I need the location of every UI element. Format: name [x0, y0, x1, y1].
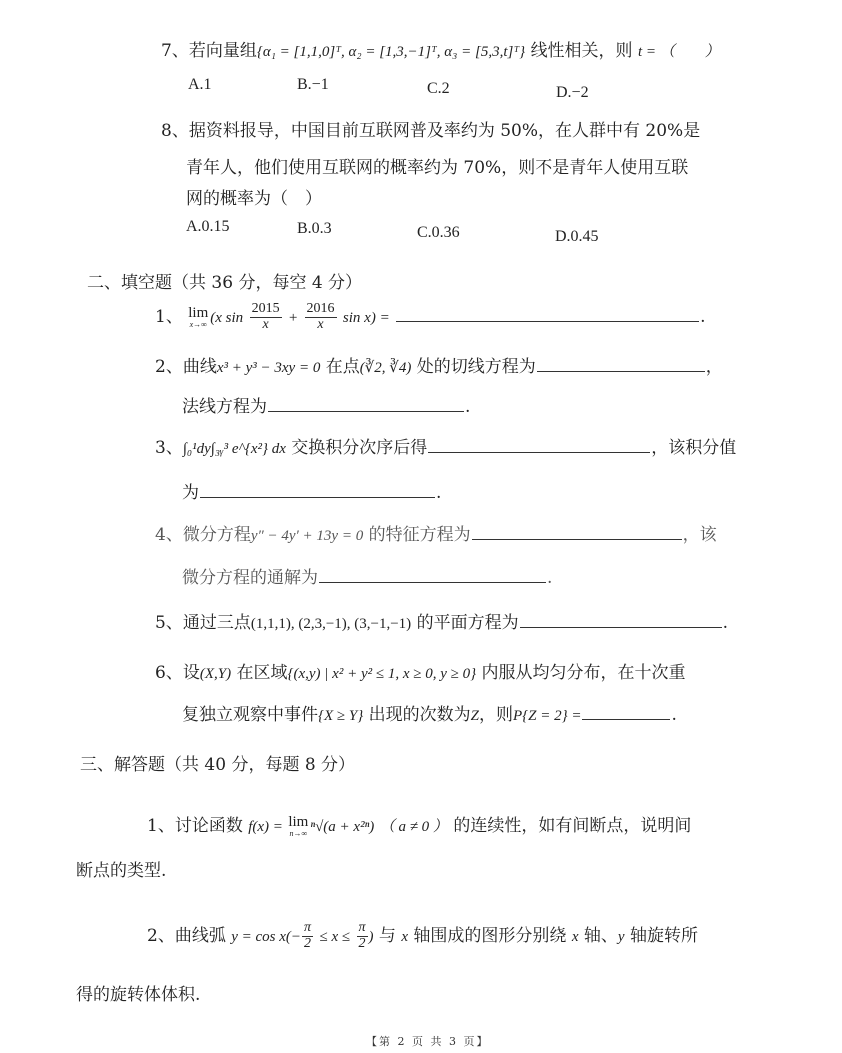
answer-item-2-line2: 得的旋转体体积. [76, 985, 201, 1005]
fill-item-2-line2: 法线方程为 . [182, 397, 471, 417]
double-integral: ∫₀¹dy∫₃ᵧ³ e^{x²} dx [182, 441, 286, 457]
answer-blank[interactable] [582, 718, 670, 720]
question-8-line2: 青年人，他们使用互联网的概率约为 70%，则不是青年人使用互联 [186, 158, 689, 178]
item-number: 2、 [147, 926, 175, 946]
option-c: C.2 [427, 80, 450, 97]
page-number-footer: 【第 2 页 共 3 页】 [366, 1035, 490, 1048]
answer-item-2: 2、曲线弧 y = cos x(− $\frac{\pi}{2}$ ≤ x ≤ $\frac{\pi}{2}$ ) 与 x 轴围成的图形分别绕 x 轴、y 轴旋转所 [147, 920, 698, 951]
item-number: 5、 [155, 613, 183, 633]
option-d: D.0.45 [555, 228, 599, 245]
option-c: C.0.36 [417, 224, 460, 241]
item-number: 2、 [155, 357, 183, 377]
question-8-line3: 网的概率为（ ） [186, 189, 322, 209]
value-answer-blank[interactable] [200, 496, 435, 498]
section-3-heading: 三、解答题（共 40 分，每题 8 分） [80, 755, 356, 775]
question-7 [161, 36, 720, 61]
section-2-heading: 二、填空题（共 36 分，每空 4 分） [87, 273, 363, 293]
limit-operator: lim n→∞ [288, 814, 309, 838]
fill-item-5: 5、通过三点(1,1,1), (2,3,−1), (3,−1,−1) 的平面方程为 . [155, 613, 728, 633]
fraction-2016-over-x: $\frac{2016}{x}$ [306, 301, 335, 332]
answer-blank[interactable] [428, 451, 650, 453]
answer-item-1: 1、讨论函数 f(x) = lim n→∞ ⁿ√(a + x²ⁿ) （ a ≠ 0 ） 的连续性，如有间断点，说明间 [147, 814, 692, 838]
answer-blank[interactable] [396, 320, 699, 322]
fill-item-4: 4、微分方程y″ − 4y′ + 13y = 0 的特征方程为 ，该 [155, 525, 717, 545]
item-number: 4、 [155, 525, 183, 545]
item-number: 1、 [147, 816, 175, 836]
item-number: 3、 [155, 438, 183, 458]
fill-item-3: 3、∫₀¹dy∫₃ᵧ³ e^{x²} dx 交换积分次序后得 ，该积分值 [155, 438, 737, 458]
question-number: 8、 [161, 121, 189, 141]
fill-item-6-line2: 复独立观察中事件{X ≥ Y} 出现的次数为Z，则P{Z = 2} = . [182, 705, 677, 725]
fraction-2015-over-x: $\frac{2015}{x}$ [251, 301, 280, 332]
option-b: B.−1 [297, 76, 329, 93]
fill-item-6: 6、设(X,Y) 在区域{(x,y) | x² + y² ≤ 1, x ≥ 0, y ≥ 0} 内服从均匀分布，在十次重 [155, 663, 686, 683]
tangent-answer-blank[interactable] [537, 370, 705, 372]
option-b: B.0.3 [297, 220, 332, 237]
option-d: D.−2 [556, 84, 589, 101]
question-text: 线性相关，则 [530, 41, 633, 61]
nth-root: ⁿ√(a + x²ⁿ) [310, 819, 375, 835]
question-text: 若向量组 [188, 41, 257, 61]
fill-item-3-line2: 为 . [182, 483, 442, 503]
fill-item-1: 1、 lim x→∞ (x sin $\frac{2015}{x}$ + $\frac{2016}{x}$ sin x) = . [155, 301, 706, 332]
answer-blank[interactable] [472, 538, 682, 540]
question-8-line1 [161, 116, 700, 141]
fraction-pi-over-2: $\frac{\pi}{2}$ [304, 920, 312, 951]
fraction-pi-over-2: $\frac{\pi}{2}$ [358, 920, 366, 951]
answer-item-1-line2: 断点的类型. [76, 861, 167, 881]
limit-operator: lim x→∞ [188, 305, 209, 329]
answer-paren: t = （ ） [637, 44, 720, 60]
question-text: 据资料报导，中国目前互联网普及率约为 50%，在人群中有 20%是 [188, 121, 701, 141]
option-a: A.1 [188, 76, 212, 93]
question-number: 7、 [161, 41, 189, 61]
general-solution-blank[interactable] [319, 581, 546, 583]
answer-blank[interactable] [520, 626, 722, 628]
vector-set-math: {α₁ = [1,1,0]ᵀ, α₂ = [1,3,−1]ᵀ, α₃ = [5,3,t]ᵀ} [256, 44, 526, 60]
item-number: 1、 [155, 307, 183, 327]
fill-item-4-line2: 微分方程的通解为 . [182, 568, 553, 588]
option-a: A.0.15 [186, 218, 230, 235]
item-number: 6、 [155, 663, 183, 683]
fill-item-2: 2、曲线x³ + y³ − 3xy = 0 在点(∛2, ∛4) 处的切线方程为 ， [155, 357, 723, 377]
normal-answer-blank[interactable] [268, 410, 464, 412]
